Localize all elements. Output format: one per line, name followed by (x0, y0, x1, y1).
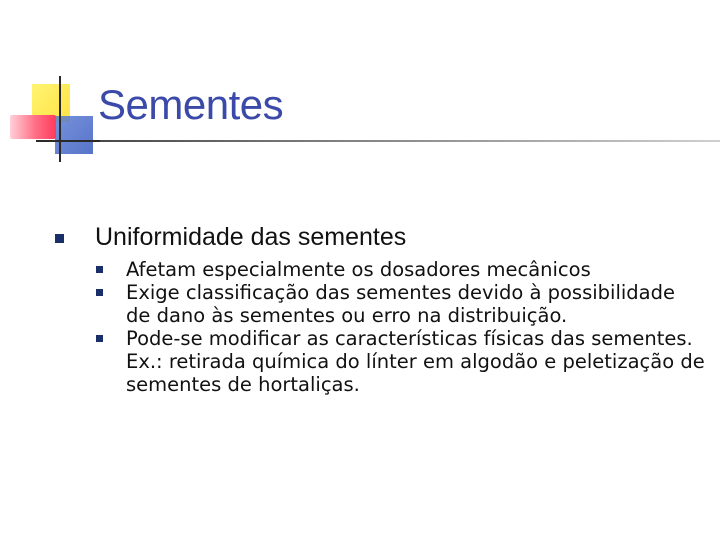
square-bullet-icon (96, 266, 103, 273)
square-bullet-icon (96, 335, 103, 342)
bullet-item (55, 222, 705, 252)
sub-bullet-item (95, 327, 705, 396)
sub-bullet-list (95, 258, 705, 396)
sub-bullet-text: Afetam especialmente os dosadores mecânicos (126, 258, 591, 281)
slide-title: Sementes (98, 81, 284, 128)
logo-decoration (0, 0, 110, 170)
bullet-text: Uniformidade das sementes (95, 223, 407, 251)
square-bullet-icon (96, 289, 103, 296)
title-underline (36, 140, 720, 142)
sub-bullet-item (95, 258, 705, 281)
logo-red-bar (10, 115, 56, 139)
title-underline-accent (36, 140, 100, 142)
sub-bullet-text: Exige classificação das sementes devido à possibilidade de dano às sementes ou erro na distribuição. (126, 281, 675, 327)
sub-bullet-text: Pode-se modificar as características físicas das sementes. Ex.: retirada química do línter em algodão e peletização de sementes de hortaliças. (126, 327, 705, 396)
sub-bullet-item (95, 281, 705, 327)
square-bullet-icon (55, 234, 64, 243)
slide-content (55, 222, 705, 412)
logo-vertical-line (59, 76, 61, 162)
